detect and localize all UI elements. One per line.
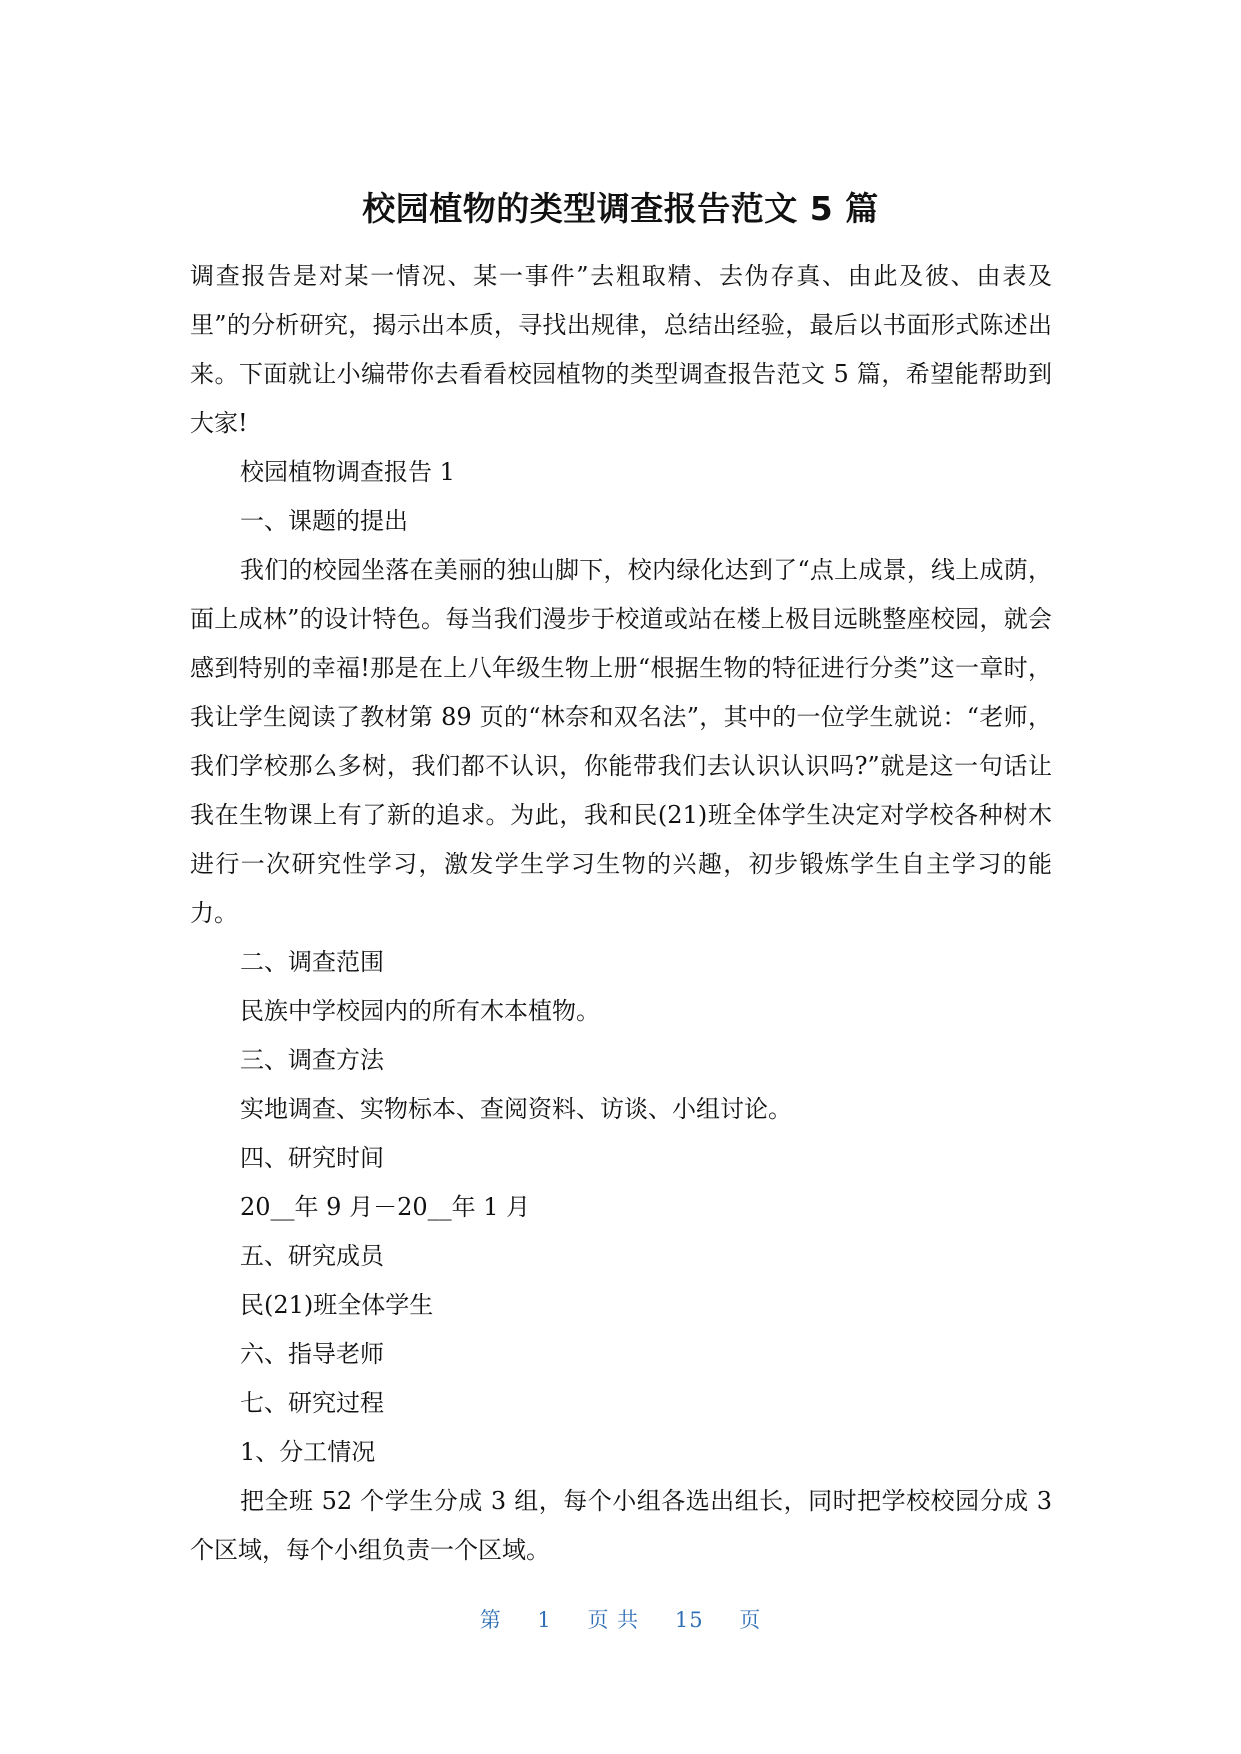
body-paragraph: 把全班 52 个学生分成 3 组，每个小组各选出组长，同时把学校校园分成 3 个区域，每个小组负责一个区域。 xyxy=(190,1487,1052,1564)
footer-middle: 页 共 xyxy=(587,1608,640,1632)
section-heading: 六、指导老师 xyxy=(240,1340,384,1368)
section-heading: 三、调查方法 xyxy=(240,1046,384,1074)
section-heading: 五、研究成员 xyxy=(240,1242,384,1270)
section-heading: 七、研究过程 xyxy=(240,1389,384,1417)
intro-paragraph: 调查报告是对某一情况、某一事件”去粗取精、去伪存真、由此及彼、由表及里”的分析研究，揭示出本质，寻找出规律，总结出经验，最后以书面形式陈述出来。下面就让小编带你去看看校园植物的类型调查报告范文 5 篇，希望能帮助到大家! xyxy=(190,262,1052,437)
body-paragraph: 我们的校园坐落在美丽的独山脚下，校内绿化达到了“点上成景，线上成荫，面上成林”的设计特色。每当我们漫步于校道或站在楼上极目远眺整座校园，就会感到特别的幸福!那是在上八年级生物上册“根据生物的特征进行分类”这一章时，我让学生阅读了教材第 89 页的“林奈和双名法”，其中的一位学生就说：“老师，我们学校那么多树，我们都不认识，你能带我们去认识认识吗?”就是这一句话让我在生物课上有了新的追求。为此，我和民(21)班全体学生决定对学校各种树木进行一次研究性学习，激发学生学习生物的兴趣，初步锻炼学生自主学习的能力。 xyxy=(190,556,1052,927)
footer-page-number: 1 xyxy=(537,1608,552,1632)
page-footer xyxy=(0,1604,1241,1634)
body-paragraph: 民(21)班全体学生 xyxy=(240,1291,434,1319)
section-heading: 一、课题的提出 xyxy=(240,507,408,535)
subsection-heading: 1、分工情况 xyxy=(240,1438,376,1466)
body-paragraph: 民族中学校园内的所有木本植物。 xyxy=(240,997,600,1025)
footer-total-pages: 15 xyxy=(674,1608,704,1632)
document-body xyxy=(190,252,1052,1575)
section-heading: 二、调查范围 xyxy=(240,948,384,976)
document-title: 校园植物的类型调查报告范文 5 篇 xyxy=(362,189,879,228)
body-paragraph: 实地调查、实物标本、查阅资料、访谈、小组讨论。 xyxy=(240,1095,792,1123)
body-paragraph: 20__年 9 月－20__年 1 月 xyxy=(240,1193,531,1221)
footer-prefix: 第 xyxy=(479,1608,502,1632)
footer-suffix: 页 xyxy=(739,1608,762,1632)
report-heading: 校园植物调查报告 1 xyxy=(240,458,455,486)
section-heading: 四、研究时间 xyxy=(240,1144,384,1172)
